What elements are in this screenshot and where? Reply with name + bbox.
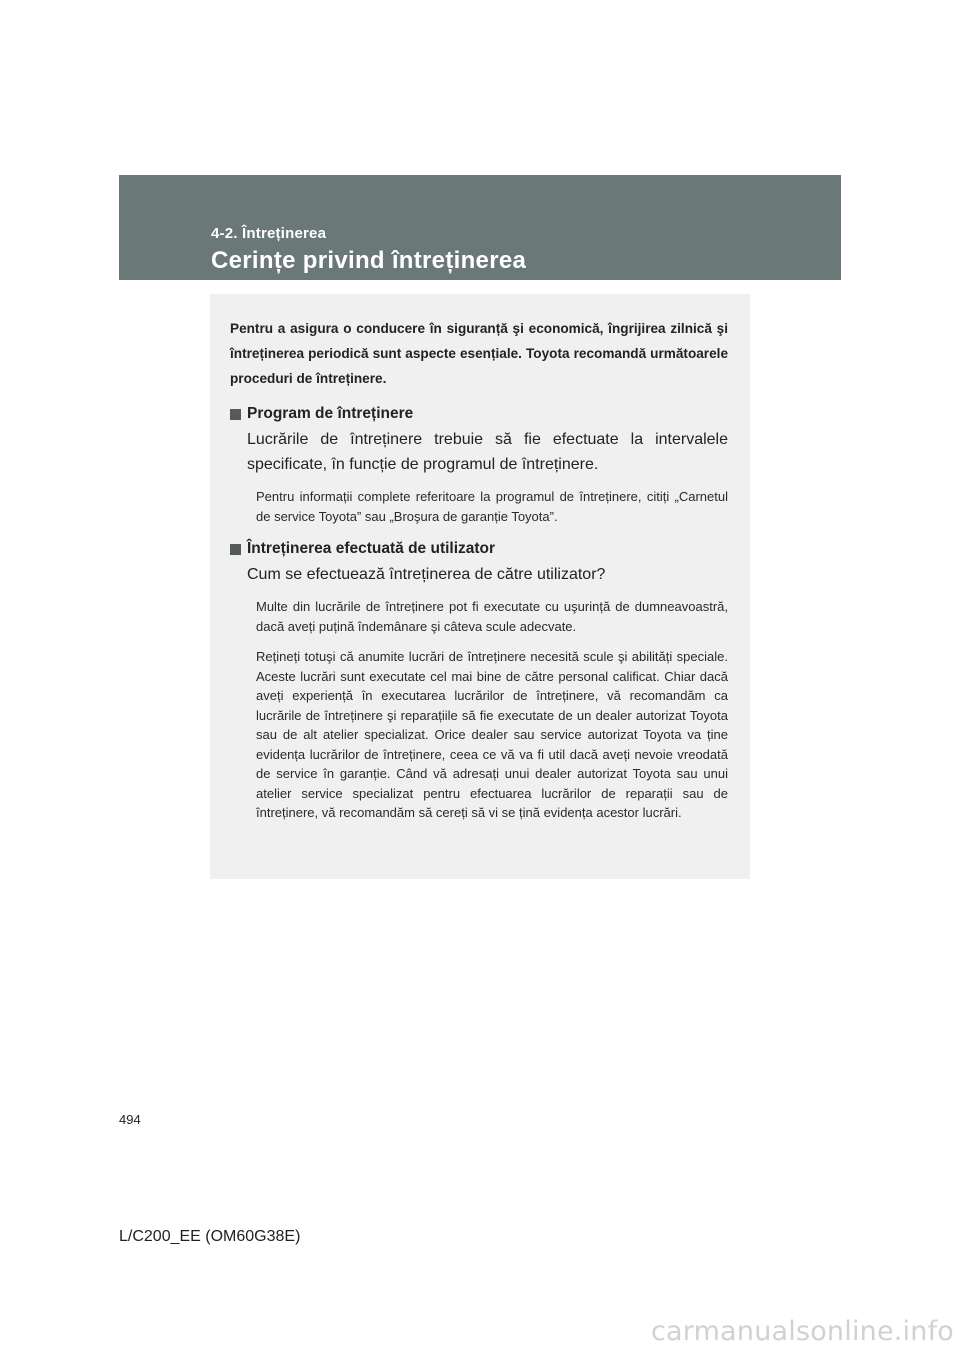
intro-paragraph: Pentru a asigura o conducere în siguranță şi economică, îngrijirea zilnică şi întreținerea periodică sunt aspecte esențiale. Toyota recomandă următoarele proceduri de întreținere. <box>230 321 728 386</box>
topic-lead: Cum se efectuează întreținerea de către utilizator? <box>247 566 606 583</box>
square-bullet-icon <box>230 409 241 420</box>
content-box <box>210 294 750 879</box>
topic-lead: Lucrările de întreținere trebuie să fie efectuate la intervalele specificate, în funcție de programul de întreținere. <box>247 431 728 473</box>
topic-title: Întreținerea efectuată de utilizator <box>247 540 496 557</box>
page-title: Cerințe privind întreținerea <box>211 247 527 274</box>
topic-owner-maintenance <box>230 538 728 823</box>
topic-maintenance-schedule <box>230 403 728 526</box>
square-bullet-icon <box>230 544 241 555</box>
topic-heading <box>230 403 728 425</box>
topic-note: Multe din lucrările de întreținere pot fi executate cu uşurință de dumneavoastră, dacă aveți puțină îndemânare şi câteva scule adecvate. <box>256 599 728 634</box>
topic-note: Pentru informații complete referitoare la programul de întreținere, citiți „Carnetul de service Toyota” sau „Broşura de garanție Toyota”. <box>256 489 728 524</box>
topic-heading <box>230 538 728 560</box>
page-number: 494 <box>119 1112 141 1127</box>
topic-note: Rețineți totuşi că anumite lucrări de întreținere necesită scule şi abilități speciale. Aceste lucrări sunt executate cel mai bine de către personal calificat. Chiar dacă aveți experiență în executarea lucrărilor de întreținere, vă recomandăm ca lucrările de întreținere şi reparațiile să fie executate de un dealer autorizat Toyota sau de alt atelier specializat. Orice dealer sau service autorizat Toyota va ține evidența lucrărilor de întreținere, ceea ce vă va fi util dacă aveți nevoie vreodată de service în garanție. Când vă adresați unui dealer autorizat Toyota sau unui atelier service specializat pentru efectuarea lucrărilor de reparații sau de întreținere, vă recomandăm să cereți să vi se țină evidența acestor lucrări. <box>256 649 728 820</box>
section-label: 4-2. Întreținerea <box>211 225 327 242</box>
section-header-band <box>119 175 841 280</box>
document-code: L/C200_EE (OM60G38E) <box>119 1228 301 1245</box>
site-watermark: carmanualsonline.info <box>651 1316 954 1347</box>
topic-title: Program de întreținere <box>247 405 414 422</box>
